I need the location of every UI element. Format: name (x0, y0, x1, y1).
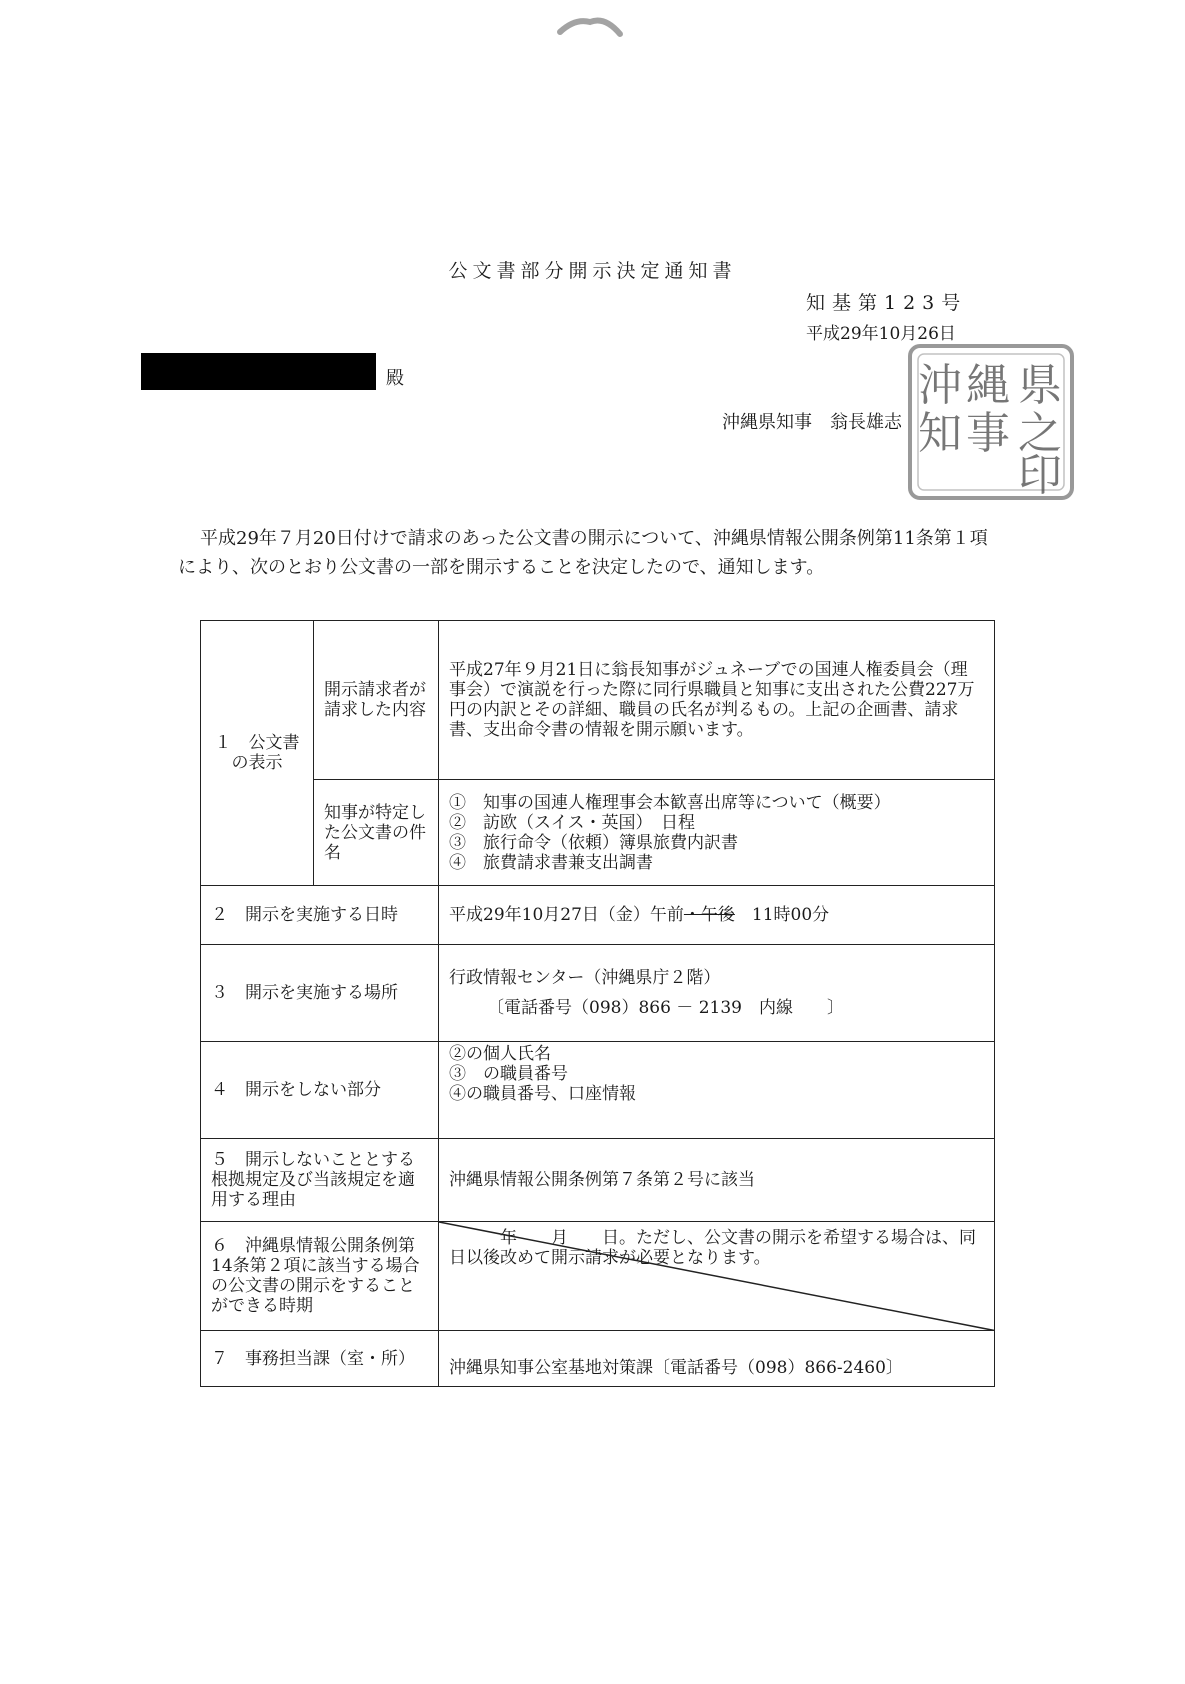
row1-label: １ 公文書の表示 (201, 621, 314, 886)
addressee-suffix: 殿 (386, 368, 404, 389)
svg-text:事: 事 (966, 408, 1010, 459)
table-row (201, 1331, 995, 1387)
row2-label: ２ 開示を実施する日時 (201, 886, 439, 945)
svg-text:県: 県 (1018, 360, 1062, 411)
row3-label: ３ 開示を実施する場所 (201, 945, 439, 1042)
svg-text:縄: 縄 (966, 360, 1010, 411)
row1a-value: 平成27年９月21日に翁長知事がジュネーブでの国連人権委員会（理事会）で演説を行った際に同行県職員と知事に支出された公費227万円の内訳とその詳細、職員の氏名が判るもの。上記の企画書、請求書、支出命令書の情報を開示願います。 (439, 621, 995, 780)
row5-label: ５ 開示しないこととする根拠規定及び当該規定を適用する理由 (201, 1138, 439, 1221)
table-row (201, 621, 995, 780)
list-item: ④の職員番号、口座情報 (449, 1084, 636, 1105)
list-item: ① 知事の国連人権理事会本歓喜出席等について（概要） (449, 792, 891, 813)
row6-label: ６ 沖縄県情報公開条例第14条第２項に該当する場合の公文書の開示をすることができる時期 (201, 1221, 439, 1330)
document-title: 公文書部分開示決定通知書 (448, 260, 737, 282)
svg-text:沖: 沖 (918, 360, 962, 411)
row5-value: 沖縄県情報公開条例第７条第２号に該当 (439, 1138, 995, 1221)
svg-text:印: 印 (1018, 450, 1062, 501)
row7-value: 沖縄県知事公室基地対策課〔電話番号（098）866-2460〕 (439, 1331, 995, 1387)
redacted-name-block (141, 353, 376, 390)
table-row (201, 1042, 995, 1138)
table-row (201, 945, 995, 1042)
intro-paragraph: 平成29年７月20日付けで請求のあった公文書の開示について、沖縄県情報公開条例第11条第１項により、次のとおり公文書の一部を開示することを決定したので、通知します。 (178, 528, 988, 578)
binding-mark (555, 10, 625, 44)
row7-label: ７ 事務担当課（室・所） (201, 1331, 439, 1387)
list-item: ② 訪欧（スイス・英国） 日程 (449, 812, 695, 833)
row6-value: 年 月 日。ただし、公文書の開示を希望する場合は、同日以後改めて開示請求が必要となります。 (439, 1221, 995, 1330)
list-item: ③ 旅行命令（依頼）簿県旅費内訳書 (449, 832, 738, 853)
row2-value: 平成29年10月27日（金）午前・午後 11時00分 (439, 886, 995, 945)
svg-text:之: 之 (1018, 408, 1062, 459)
document-date: 平成29年10月26日 (806, 324, 956, 344)
row4-label: ４ 開示をしない部分 (201, 1042, 439, 1138)
row1a-sublabel: 開示請求者が請求した内容 (314, 621, 439, 780)
table-row (201, 886, 995, 945)
list-item: ③ の職員番号 (449, 1064, 568, 1085)
document-number: 知基第123号 (806, 292, 968, 314)
diagonal-strike-line (439, 1222, 994, 1330)
struck-text: ・午後 (683, 905, 735, 926)
row1b-sublabel: 知事が特定した公文書の件名 (314, 780, 439, 886)
official-seal (900, 338, 1080, 508)
row3-value: 行政情報センター（沖縄県庁２階） 〔電話番号（098）866 － 2139 内線 〕 (439, 945, 995, 1042)
list-item: ②の個人氏名 (449, 1044, 551, 1065)
table-row (201, 780, 995, 886)
table-row (201, 1138, 995, 1221)
row1b-items (439, 780, 995, 886)
table-row (201, 1221, 995, 1330)
row4-items (439, 1042, 995, 1138)
svg-text:知: 知 (918, 408, 962, 459)
issuer-name: 沖縄県知事 翁長雄志 (722, 412, 902, 433)
list-item: ④ 旅費請求書兼支出調書 (449, 852, 653, 873)
disclosure-table (200, 620, 995, 1387)
